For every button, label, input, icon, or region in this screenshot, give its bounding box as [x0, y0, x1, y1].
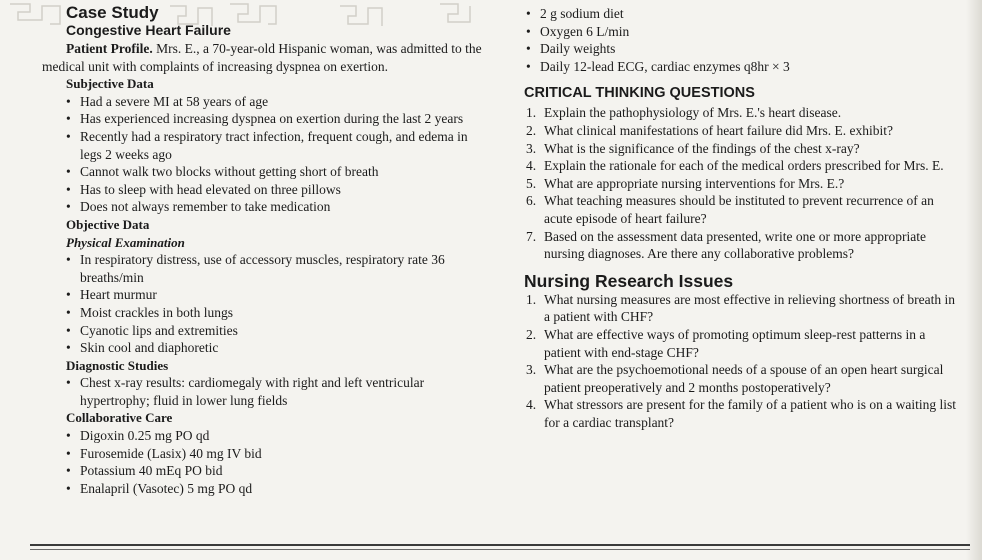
list-item: • Cyanotic lips and extremities [66, 322, 238, 338]
question-item: 1. Explain the pathophysiology of Mrs. E.'s heart disease. [526, 105, 842, 121]
question-item: 4. What stressors are present for the family of a patient who is on a waiting list for a cardiac transplant? [526, 397, 957, 430]
nursing-research-heading: Nursing Research Issues [524, 270, 734, 291]
list-item: • Daily 12-lead ECG, cardiac enzymes q8hr × 3 [526, 58, 790, 74]
diagnostic-studies-list [42, 374, 492, 409]
bottom-rule-secondary [30, 549, 970, 550]
critical-thinking-list [524, 104, 964, 262]
list-item: • Had a severe MI at 58 years of age [66, 93, 269, 109]
question-item: 3. What is the significance of the findings of the chest x-ray? [526, 140, 860, 156]
list-item: • Digoxin 0.25 mg PO qd [66, 428, 210, 444]
list-item: • Enalapril (Vasotec) 5 mg PO qd [66, 480, 253, 496]
list-item: • Furosemide (Lasix) 40 mg IV bid [66, 445, 262, 461]
list-item: • Daily weights [526, 41, 616, 57]
physical-examination-heading: Physical Examination [66, 234, 185, 250]
list-item: • Does not always remember to take medication [66, 199, 331, 215]
critical-thinking-heading: CRITICAL THINKING QUESTIONS [524, 85, 755, 102]
question-item: 7. Based on the assessment data presented, write one or more appropriate nursing diagnoses. Are there any collaborative problems? [526, 228, 926, 262]
right-column [524, 5, 964, 431]
list-item: • Chest x-ray results: cardiomegaly with right and left ventricular hypertrophy; fluid in lower lung fields [66, 375, 425, 408]
list-item: • Skin cool and diaphoretic [66, 340, 219, 356]
left-column [42, 3, 492, 497]
list-item: • 2 g sodium diet [526, 6, 624, 21]
list-item: • Has to sleep with head elevated on three pillows [66, 181, 341, 197]
page-edge-shadow [966, 0, 982, 560]
question-item: 6. What teaching measures should be instituted to prevent recurrence of an acute episode of heart failure? [526, 193, 934, 226]
objective-data-heading: Objective Data [66, 216, 150, 232]
case-study-subtitle: Congestive Heart Failure [66, 22, 231, 38]
question-item: 2. What clinical manifestations of heart failure did Mrs. E. exhibit? [526, 122, 894, 138]
question-item: 3. What are the psychoemotional needs of a spouse of an open heart surgical patient preoperatively and 2 months postoperatively? [526, 362, 944, 395]
diagnostic-studies-heading: Diagnostic Studies [66, 357, 169, 373]
question-item: 1. What nursing measures are most effective in relieving shortness of breath in a patient with CHF? [526, 291, 955, 325]
subjective-data-list [42, 93, 492, 216]
list-item: • Moist crackles in both lungs [66, 304, 233, 320]
patient-profile [42, 40, 492, 75]
physical-examination-list [42, 251, 492, 357]
nursing-research-list [524, 291, 964, 432]
question-item: 5. What are appropriate nursing interventions for Mrs. E.? [526, 175, 845, 191]
list-item: • In respiratory distress, use of accessory muscles, respiratory rate 36 breaths/min [66, 252, 445, 285]
bottom-rule [30, 544, 970, 546]
list-item: • Has experienced increasing dyspnea on exertion during the last 2 years [66, 111, 464, 127]
list-item: • Oxygen 6 L/min [526, 23, 630, 39]
subjective-data-heading: Subjective Data [66, 76, 154, 92]
case-study-title: Case Study [66, 3, 159, 22]
patient-profile-text: Mrs. E., a 70-year-old Hispanic woman, was admitted to the medical unit with complaints of increasing dyspnea on exertion. [42, 41, 482, 74]
question-item: 2. What are effective ways of promoting optimum sleep-rest patterns in a patient with end-stage CHF? [526, 326, 926, 360]
collaborative-care-list [42, 427, 492, 497]
list-item: • Cannot walk two blocks without getting short of breath [66, 164, 379, 180]
list-item: • Heart murmur [66, 287, 157, 303]
collaborative-care-heading: Collaborative Care [66, 410, 173, 426]
collaborative-care-continued-list [524, 5, 964, 75]
list-item: • Recently had a respiratory tract infection, frequent cough, and edema in legs 2 weeks ago [66, 128, 468, 162]
list-item: • Potassium 40 mEq PO bid [66, 463, 223, 479]
question-item: 4. Explain the rationale for each of the medical orders prescribed for Mrs. E. [526, 158, 944, 174]
patient-profile-label: Patient Profile. [66, 41, 153, 56]
